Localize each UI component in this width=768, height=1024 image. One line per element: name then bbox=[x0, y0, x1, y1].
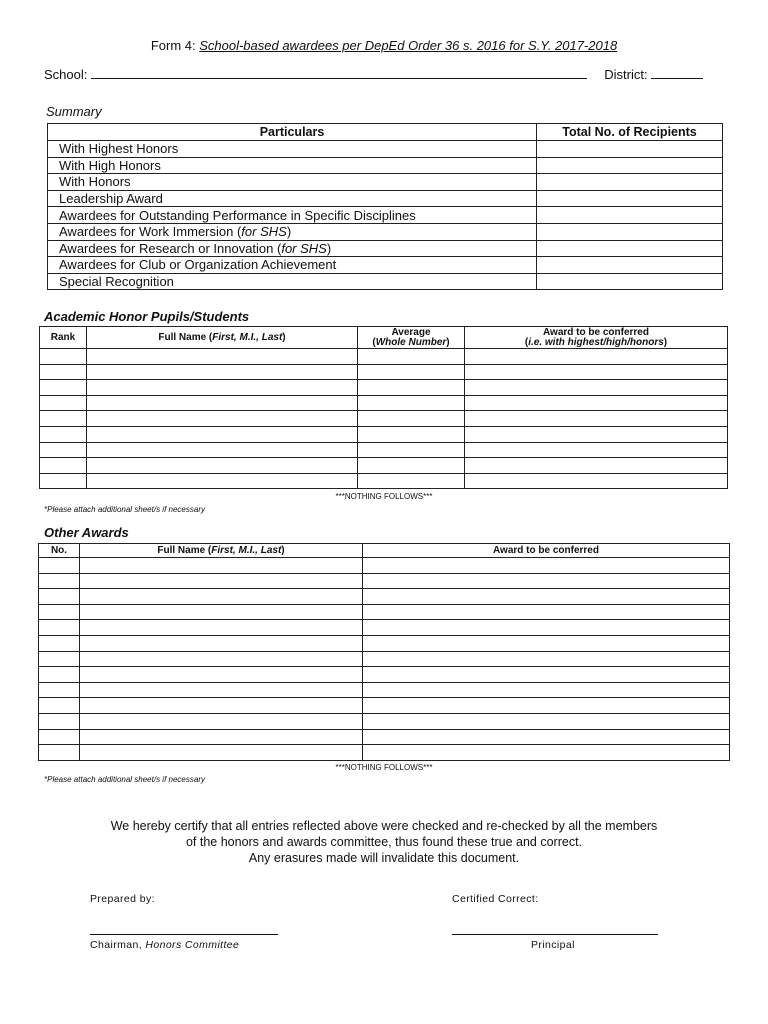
academic-average-cell[interactable] bbox=[358, 364, 465, 380]
other-name-cell[interactable] bbox=[80, 651, 363, 667]
summary-row bbox=[48, 207, 723, 224]
summary-particular: Special Recognition bbox=[48, 273, 537, 290]
other-row bbox=[39, 573, 730, 589]
other-award-cell[interactable] bbox=[363, 667, 730, 683]
academic-name-cell[interactable] bbox=[87, 364, 358, 380]
academic-award-cell[interactable] bbox=[465, 442, 728, 458]
other-name-cell[interactable] bbox=[80, 635, 363, 651]
summary-row bbox=[48, 240, 723, 257]
other-row bbox=[39, 698, 730, 714]
school-label: School: bbox=[44, 67, 88, 82]
other-name-cell[interactable] bbox=[80, 698, 363, 714]
academic-row bbox=[40, 380, 728, 396]
district-label: District: bbox=[604, 67, 648, 82]
summary-row bbox=[48, 141, 723, 158]
other-no-cell[interactable] bbox=[39, 620, 80, 636]
other-no-cell[interactable] bbox=[39, 698, 80, 714]
summary-total-cell[interactable] bbox=[537, 257, 723, 274]
academic-award-cell[interactable] bbox=[465, 395, 728, 411]
academic-rank-cell[interactable] bbox=[40, 411, 87, 427]
other-row bbox=[39, 589, 730, 605]
certified-correct-label: Certified Correct: bbox=[452, 893, 539, 905]
academic-average-cell[interactable] bbox=[358, 473, 465, 489]
other-award-cell[interactable] bbox=[363, 682, 730, 698]
academic-col-rank: Rank bbox=[40, 327, 87, 349]
academic-award-cell[interactable] bbox=[465, 349, 728, 365]
summary-particular: Awardees for Research or Innovation (for SHS) bbox=[48, 240, 537, 257]
other-row bbox=[39, 651, 730, 667]
summary-row bbox=[48, 257, 723, 274]
other-award-cell[interactable] bbox=[363, 589, 730, 605]
certified-signature-line[interactable] bbox=[452, 933, 658, 935]
other-award-cell[interactable] bbox=[363, 604, 730, 620]
academic-row bbox=[40, 411, 728, 427]
other-awards-table bbox=[38, 543, 730, 761]
other-row bbox=[39, 667, 730, 683]
academic-col-average: Average (Whole Number) bbox=[358, 327, 465, 349]
summary-row bbox=[48, 157, 723, 174]
other-no-cell[interactable] bbox=[39, 682, 80, 698]
other-nothing-follows: ***NOTHING FOLLOWS*** bbox=[335, 763, 433, 772]
summary-heading: Summary bbox=[46, 104, 102, 119]
other-no-cell[interactable] bbox=[39, 713, 80, 729]
academic-award-cell[interactable] bbox=[465, 473, 728, 489]
summary-total-cell[interactable] bbox=[537, 141, 723, 158]
other-name-cell[interactable] bbox=[80, 558, 363, 574]
certification-text bbox=[0, 818, 768, 866]
summary-total-cell[interactable] bbox=[537, 240, 723, 257]
other-row bbox=[39, 713, 730, 729]
academic-name-cell[interactable] bbox=[87, 395, 358, 411]
other-name-cell[interactable] bbox=[80, 682, 363, 698]
other-award-cell[interactable] bbox=[363, 635, 730, 651]
other-row bbox=[39, 635, 730, 651]
academic-average-cell[interactable] bbox=[358, 426, 465, 442]
academic-row bbox=[40, 473, 728, 489]
academic-name-cell[interactable] bbox=[87, 458, 358, 474]
academic-name-cell[interactable] bbox=[87, 411, 358, 427]
academic-award-cell[interactable] bbox=[465, 458, 728, 474]
certification-line-1: We hereby certify that all entries reflected above were checked and re-checked by all the members bbox=[110, 819, 658, 833]
academic-average-cell[interactable] bbox=[358, 458, 465, 474]
academic-average-cell[interactable] bbox=[358, 349, 465, 365]
academic-rank-cell[interactable] bbox=[40, 458, 87, 474]
summary-col-total: Total No. of Recipients bbox=[537, 124, 723, 141]
district-field[interactable] bbox=[651, 67, 703, 79]
academic-average-cell[interactable] bbox=[358, 380, 465, 396]
certified-title: Principal bbox=[531, 939, 575, 951]
other-no-cell[interactable] bbox=[39, 745, 80, 761]
academic-name-cell[interactable] bbox=[87, 380, 358, 396]
academic-average-cell[interactable] bbox=[358, 411, 465, 427]
other-name-cell[interactable] bbox=[80, 573, 363, 589]
academic-award-cell[interactable] bbox=[465, 380, 728, 396]
summary-row bbox=[48, 190, 723, 207]
academic-award-cell[interactable] bbox=[465, 426, 728, 442]
prepared-signature-line[interactable] bbox=[90, 933, 278, 935]
other-award-cell[interactable] bbox=[363, 651, 730, 667]
academic-name-cell[interactable] bbox=[87, 349, 358, 365]
prepared-by-label: Prepared by: bbox=[90, 893, 155, 905]
summary-row bbox=[48, 273, 723, 290]
summary-particular: Awardees for Work Immersion (for SHS) bbox=[48, 223, 537, 240]
other-row bbox=[39, 682, 730, 698]
other-award-cell[interactable] bbox=[363, 698, 730, 714]
form-title-main: School-based awardees per DepEd Order 36 s. 2016 for S.Y. 2017-2018 bbox=[199, 38, 618, 53]
other-col-no: No. bbox=[39, 544, 80, 558]
other-name-cell[interactable] bbox=[80, 589, 363, 605]
certification-line-3: Any erasures made will invalidate this document. bbox=[248, 851, 520, 865]
other-no-cell[interactable] bbox=[39, 589, 80, 605]
academic-rank-cell[interactable] bbox=[40, 395, 87, 411]
other-name-cell[interactable] bbox=[80, 745, 363, 761]
academic-rank-cell[interactable] bbox=[40, 349, 87, 365]
academic-award-cell[interactable] bbox=[465, 364, 728, 380]
summary-total-cell[interactable] bbox=[537, 157, 723, 174]
academic-rank-cell[interactable] bbox=[40, 364, 87, 380]
certification-line-2: of the honors and awards committee, thus found these true and correct. bbox=[185, 835, 583, 849]
summary-particular: With Highest Honors bbox=[48, 141, 537, 158]
summary-particular: Awardees for Outstanding Performance in Specific Disciplines bbox=[48, 207, 537, 224]
other-award-cell[interactable] bbox=[363, 558, 730, 574]
prepared-title: Chairman, Honors Committee bbox=[90, 939, 240, 951]
other-no-cell[interactable] bbox=[39, 667, 80, 683]
form-title bbox=[0, 38, 768, 53]
academic-rank-cell[interactable] bbox=[40, 473, 87, 489]
summary-total-cell[interactable] bbox=[537, 223, 723, 240]
other-row bbox=[39, 604, 730, 620]
other-row bbox=[39, 729, 730, 745]
other-awards-heading: Other Awards bbox=[44, 525, 129, 540]
academic-row bbox=[40, 458, 728, 474]
other-row bbox=[39, 620, 730, 636]
other-award-cell[interactable] bbox=[363, 573, 730, 589]
summary-total-cell[interactable] bbox=[537, 174, 723, 191]
school-district-line bbox=[44, 67, 734, 82]
summary-table bbox=[47, 123, 723, 290]
academic-name-cell[interactable] bbox=[87, 473, 358, 489]
other-note: *Please attach additional sheet/s if necessary bbox=[44, 775, 205, 784]
academic-rank-cell[interactable] bbox=[40, 442, 87, 458]
academic-row bbox=[40, 349, 728, 365]
summary-row bbox=[48, 174, 723, 191]
other-name-cell[interactable] bbox=[80, 713, 363, 729]
other-award-cell[interactable] bbox=[363, 620, 730, 636]
academic-rank-cell[interactable] bbox=[40, 426, 87, 442]
other-col-name: Full Name (First, M.I., Last) bbox=[80, 544, 363, 558]
other-award-cell[interactable] bbox=[363, 729, 730, 745]
academic-rank-cell[interactable] bbox=[40, 380, 87, 396]
other-award-cell[interactable] bbox=[363, 745, 730, 761]
academic-heading: Academic Honor Pupils/Students bbox=[44, 309, 250, 324]
academic-row bbox=[40, 395, 728, 411]
academic-note: *Please attach additional sheet/s if necessary bbox=[44, 505, 205, 514]
other-no-cell[interactable] bbox=[39, 635, 80, 651]
other-no-cell[interactable] bbox=[39, 573, 80, 589]
other-name-cell[interactable] bbox=[80, 604, 363, 620]
summary-total-cell[interactable] bbox=[537, 190, 723, 207]
other-name-cell[interactable] bbox=[80, 620, 363, 636]
summary-particular: Leadership Award bbox=[48, 190, 537, 207]
summary-particular: With Honors bbox=[48, 174, 537, 191]
form-title-prefix: Form 4: bbox=[150, 38, 200, 53]
other-row bbox=[39, 558, 730, 574]
other-no-cell[interactable] bbox=[39, 558, 80, 574]
academic-row bbox=[40, 426, 728, 442]
summary-row bbox=[48, 223, 723, 240]
other-col-award: Award to be conferred bbox=[363, 544, 730, 558]
summary-particular: Awardees for Club or Organization Achievement bbox=[48, 257, 537, 274]
other-name-cell[interactable] bbox=[80, 667, 363, 683]
other-no-cell[interactable] bbox=[39, 651, 80, 667]
other-no-cell[interactable] bbox=[39, 604, 80, 620]
academic-name-cell[interactable] bbox=[87, 442, 358, 458]
summary-particular: With High Honors bbox=[48, 157, 537, 174]
academic-name-cell[interactable] bbox=[87, 426, 358, 442]
academic-row bbox=[40, 364, 728, 380]
other-award-cell[interactable] bbox=[363, 713, 730, 729]
other-row bbox=[39, 745, 730, 761]
academic-award-cell[interactable] bbox=[465, 411, 728, 427]
academic-nothing-follows: ***NOTHING FOLLOWS*** bbox=[335, 492, 433, 501]
summary-total-cell[interactable] bbox=[537, 273, 723, 290]
school-field[interactable] bbox=[91, 67, 587, 79]
summary-total-cell[interactable] bbox=[537, 207, 723, 224]
academic-table bbox=[39, 326, 728, 489]
academic-col-name: Full Name (First, M.I., Last) bbox=[87, 327, 358, 349]
other-no-cell[interactable] bbox=[39, 729, 80, 745]
academic-col-award: Award to be conferred (i.e. with highest/high/honors) bbox=[465, 327, 728, 349]
academic-row bbox=[40, 442, 728, 458]
academic-average-cell[interactable] bbox=[358, 395, 465, 411]
other-name-cell[interactable] bbox=[80, 729, 363, 745]
summary-col-particulars: Particulars bbox=[48, 124, 537, 141]
academic-average-cell[interactable] bbox=[358, 442, 465, 458]
